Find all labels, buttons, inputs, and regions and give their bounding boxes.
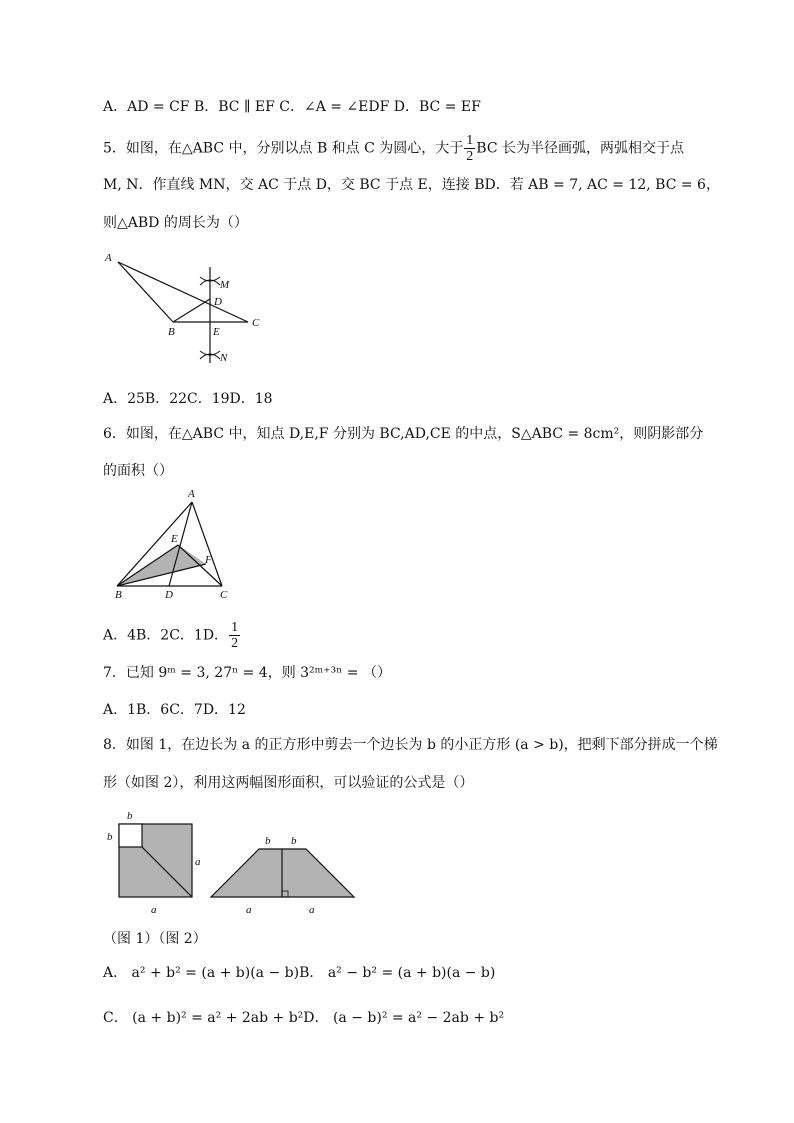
q5-line2: M, N．作直线 MN，交 AC 于点 D，交 BC 于点 E，连接 BD．若 AB = 7, AC = 12, BC = 6， <box>103 177 720 193</box>
q6-options <box>103 620 241 651</box>
q4-options: A．AD = CF B．BC ∥ EF C．∠A = ∠EDF D．BC = EF <box>103 99 481 115</box>
q6-label-d: D <box>165 589 173 601</box>
q7-options: A．1B．6C．7D．12 <box>103 702 246 718</box>
q6-frac-den: 2 <box>231 636 239 651</box>
q5-figure <box>100 245 280 370</box>
q5-label-m: M <box>220 279 230 291</box>
q8-fig1-small-square <box>119 824 142 847</box>
q5-frac-num: 1 <box>466 133 474 148</box>
q8-figure <box>100 805 365 917</box>
q5-options: A．25B．22C．19D．18 <box>103 391 273 407</box>
q8-fig1-label-b-left: b <box>107 831 113 843</box>
q6-frac-num: 1 <box>231 620 239 635</box>
q5-label-b: B <box>168 326 175 338</box>
q8-option-c: C． (a + b)² = a² + 2ab + b² <box>103 1010 304 1026</box>
q6-segment-ac <box>192 502 222 586</box>
q6-line1: 6．如图，在△ABC 中，知点 D,E,F 分别为 BC,AD,CE 的中点，S△ABC = 8cm²，则阴影部分 <box>103 426 704 442</box>
q5-line1-post: BC 长为半径画弧，两弧相交于点 <box>476 140 685 157</box>
q8-fig2-label-b-right: b <box>291 835 297 847</box>
q5-fraction <box>464 133 475 164</box>
q6-options-text: A．4B．2C．1D． <box>103 627 229 644</box>
q6-label-c: C <box>220 589 228 601</box>
q8-fig2-label-a-right: a <box>309 904 315 916</box>
q8-options-cd <box>103 1008 504 1028</box>
q7-line1: 7．已知 9ᵐ = 3, 27ⁿ = 4，则 3²ᵐ⁺³ⁿ = （） <box>103 665 391 681</box>
q8-fig2-label-b-left: b <box>265 835 271 847</box>
q8-line2: 形（如图 2），利用这两幅图形面积，可以验证的公式是（） <box>103 775 474 791</box>
q8-fig1-label-b-top: b <box>127 810 133 822</box>
q6-label-b: B <box>115 589 122 601</box>
q6-line2: 的面积（） <box>103 463 173 479</box>
q6-label-e: E <box>171 533 178 545</box>
q8-options-ab <box>103 963 495 983</box>
q8-fig1-label-a-right: a <box>195 856 201 868</box>
q8-option-b: B． a² − b² = (a + b)(a − b) <box>299 965 496 981</box>
q5-label-e: E <box>213 326 220 338</box>
q5-label-d: D <box>214 296 222 308</box>
q5-line3: 则△ABD 的周长为（） <box>103 215 248 231</box>
q5-segment-ac <box>118 262 248 322</box>
q8-fig1-label-a-bottom: a <box>151 904 157 916</box>
q5-label-n: N <box>220 352 228 364</box>
q6-label-f: F <box>205 554 212 566</box>
q5-line1 <box>103 133 684 164</box>
q8-fig2-label-a-left: a <box>246 904 252 916</box>
q8-option-a: A． a² + b² = (a + b)(a − b) <box>103 965 300 981</box>
q5-segment-bd <box>173 299 210 322</box>
q5-label-c: C <box>252 317 260 329</box>
q5-label-a: A <box>105 252 112 264</box>
q5-line1-pre: 5．如图，在△ABC 中，分别以点 B 和点 C 为圆心，大于 <box>103 140 464 157</box>
q6-figure <box>108 484 233 602</box>
q8-line1: 8．如图 1，在边长为 a 的正方形中剪去一个边长为 b 的小正方形 (a > b)，把剩下部分拼成一个梯 <box>103 737 718 753</box>
q5-segment-ab <box>118 262 173 322</box>
q6-shaded-region <box>117 545 206 586</box>
q8-captions: （图 1）（图 2） <box>103 931 207 947</box>
q5-frac-den: 2 <box>466 149 474 164</box>
q6-fraction <box>229 620 240 651</box>
q8-option-d: D． (a − b)² = a² − 2ab + b² <box>303 1010 505 1026</box>
q6-label-a: A <box>188 488 195 500</box>
